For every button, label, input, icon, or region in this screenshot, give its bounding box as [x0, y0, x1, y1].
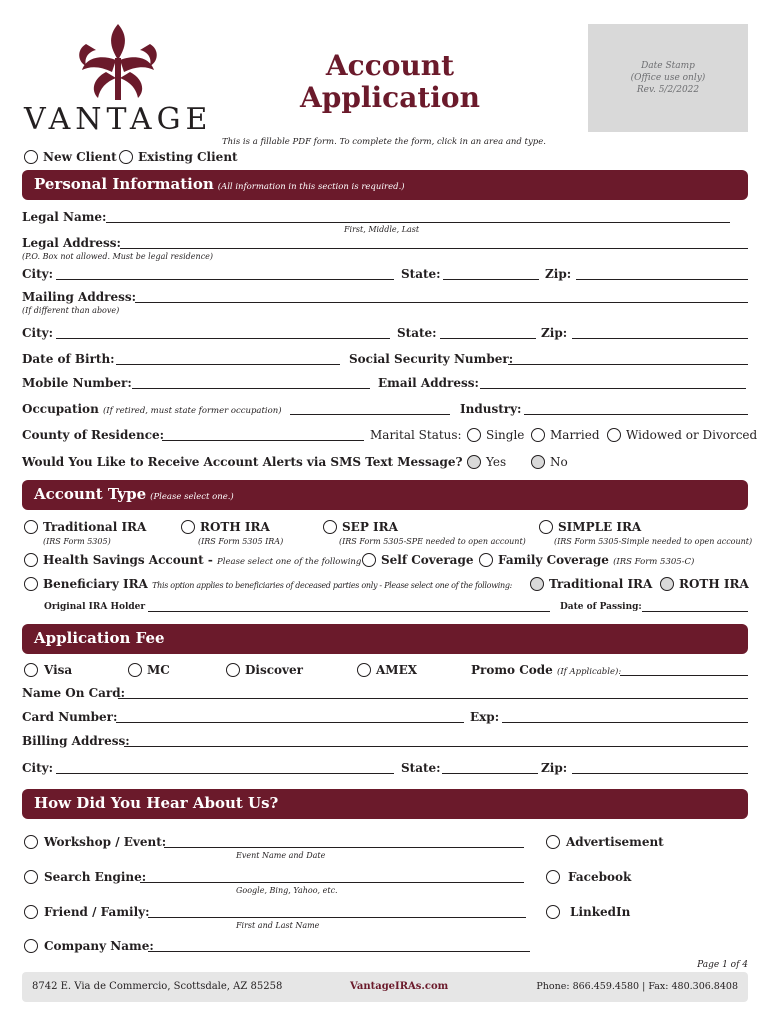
mailing-city-field[interactable]	[56, 338, 390, 339]
beneficiary-ira-label	[43, 577, 512, 591]
traditional-ira-label: Traditional IRA	[43, 520, 147, 534]
search-engine-radio[interactable]	[24, 870, 38, 884]
industry-label: Industry:	[460, 402, 522, 416]
footer-address: 8742 E. Via de Commercio, Scottsdale, AZ 85258	[32, 981, 283, 992]
sep-ira-form: (IRS Form 5305-SPE needed to open account)	[339, 537, 526, 546]
workshop-field[interactable]	[164, 847, 524, 848]
city-label: City:	[22, 267, 54, 281]
beneficiary-text: Beneficiary IRA	[43, 577, 148, 591]
mailing-city-label: City:	[22, 326, 54, 340]
roth-ira-radio[interactable]	[181, 520, 195, 534]
section-title: Account Type	[34, 485, 147, 503]
hsa-radio[interactable]	[24, 553, 38, 567]
self-coverage-label: Self Coverage	[381, 553, 474, 567]
card-number-field[interactable]	[116, 722, 464, 723]
facebook-radio[interactable]	[546, 870, 560, 884]
marital-label: Marital Status:	[370, 428, 462, 442]
zip-label: Zip:	[545, 267, 572, 281]
stamp-note: (Office use only)	[630, 73, 706, 83]
ben-traditional-radio[interactable]	[530, 577, 544, 591]
beneficiary-hint: This option applies to beneficiaries of deceased parties only - Please select one of the following:	[152, 581, 513, 590]
city-field[interactable]	[56, 279, 394, 280]
new-client-label: New Client	[43, 150, 117, 164]
legal-address-hint: (P.O. Box not allowed. Must be legal residence)	[22, 252, 214, 261]
family-coverage-label	[498, 553, 694, 567]
family-coverage-radio[interactable]	[479, 553, 493, 567]
single-radio[interactable]	[467, 428, 481, 442]
dob-label: Date of Birth:	[22, 352, 115, 366]
visa-radio[interactable]	[24, 663, 38, 677]
search-engine-field[interactable]	[140, 882, 524, 883]
discover-radio[interactable]	[226, 663, 240, 677]
name-on-card-label: Name On Card:	[22, 686, 126, 700]
account-type-header	[22, 480, 748, 510]
mailing-zip-label: Zip:	[541, 326, 568, 340]
name-on-card-field[interactable]	[118, 698, 748, 699]
sep-ira-label: SEP IRA	[342, 520, 398, 534]
legal-address-field[interactable]	[120, 248, 748, 249]
vantage-logo	[20, 20, 220, 138]
mc-label: MC	[147, 663, 170, 677]
exp-label: Exp:	[470, 710, 500, 724]
ssn-label: Social Security Number:	[349, 352, 514, 366]
billing-state-label: State:	[401, 761, 441, 775]
section-title: Application Fee	[34, 629, 165, 647]
footer-website[interactable]: VantageIRAs.com	[350, 981, 449, 992]
billing-city-label: City:	[22, 761, 54, 775]
workshop-label: Workshop / Event:	[44, 835, 167, 849]
section-subtitle: (All information in this section is required.)	[217, 182, 405, 192]
mobile-field[interactable]	[132, 388, 370, 389]
fill-instruction: This is a fillable PDF form. To complete the form, click in an area and type.	[222, 137, 546, 147]
search-engine-hint: Google, Bing, Yahoo, etc.	[236, 886, 338, 895]
widowed-label: Widowed or Divorced	[626, 428, 758, 442]
promo-hint: (If Applicable):	[557, 667, 622, 677]
referral-header	[22, 789, 748, 819]
occupation-field[interactable]	[290, 414, 450, 415]
promo-label	[471, 663, 621, 677]
company-name-field[interactable]	[148, 951, 530, 952]
legal-name-hint: First, Middle, Last	[344, 225, 420, 234]
friend-family-radio[interactable]	[24, 905, 38, 919]
email-field[interactable]	[480, 388, 746, 389]
sms-no-label: No	[550, 455, 568, 469]
self-coverage-radio[interactable]	[362, 553, 376, 567]
billing-address-field[interactable]	[124, 746, 748, 747]
friend-family-label: Friend / Family:	[44, 905, 150, 919]
mailing-address-label: Mailing Address:	[22, 290, 137, 304]
married-radio[interactable]	[531, 428, 545, 442]
mailing-hint: (If different than above)	[22, 306, 120, 315]
existing-client-label: Existing Client	[138, 150, 238, 164]
ben-traditional-label: Traditional IRA	[549, 577, 653, 591]
section-subtitle: (Please select one.)	[150, 492, 234, 502]
hsa-label	[43, 553, 361, 567]
married-label: Married	[550, 428, 600, 442]
existing-client-radio[interactable]	[119, 150, 133, 164]
date-of-passing-field[interactable]	[642, 611, 748, 612]
original-holder-field[interactable]	[148, 611, 550, 612]
hsa-text: Health Savings Account -	[43, 553, 213, 567]
billing-state-field[interactable]	[442, 773, 538, 774]
revision-date: Rev. 5/2/2022	[636, 85, 700, 95]
title-line-1: Account	[325, 49, 455, 82]
mailing-address-field[interactable]	[135, 302, 748, 303]
county-label: County of Residence:	[22, 428, 165, 442]
stamp-label: Date Stamp	[641, 61, 695, 71]
sep-ira-radio[interactable]	[323, 520, 337, 534]
mailing-state-label: State:	[397, 326, 437, 340]
county-field[interactable]	[162, 440, 364, 441]
beneficiary-ira-radio[interactable]	[24, 577, 38, 591]
roth-ira-label: ROTH IRA	[200, 520, 270, 534]
industry-field[interactable]	[524, 414, 748, 415]
mailing-zip-field[interactable]	[572, 338, 748, 339]
sms-yes-radio[interactable]	[467, 455, 481, 469]
billing-zip-label: Zip:	[541, 761, 568, 775]
form-title	[280, 50, 500, 114]
widowed-radio[interactable]	[607, 428, 621, 442]
sms-yes-label: Yes	[486, 455, 507, 469]
visa-label: Visa	[44, 663, 73, 677]
friend-family-hint: First and Last Name	[236, 921, 320, 930]
section-title: How Did You Hear About Us?	[34, 794, 279, 812]
simple-ira-label: SIMPLE IRA	[558, 520, 642, 534]
date-of-passing-label: Date of Passing:	[560, 602, 642, 612]
billing-address-label: Billing Address:	[22, 734, 130, 748]
occupation-hint: (If retired, must state former occupation)	[102, 406, 282, 416]
mc-radio[interactable]	[128, 663, 142, 677]
original-holder-label: Original IRA Holder	[44, 602, 146, 612]
zip-field[interactable]	[576, 279, 748, 280]
traditional-ira-form: (IRS Form 5305)	[43, 537, 111, 546]
title-line-2: Application	[300, 81, 480, 114]
single-label: Single	[486, 428, 525, 442]
ben-roth-label: ROTH IRA	[679, 577, 749, 591]
mobile-label: Mobile Number:	[22, 376, 132, 390]
traditional-ira-radio[interactable]	[24, 520, 38, 534]
exp-field[interactable]	[502, 722, 748, 723]
application-fee-header	[22, 624, 748, 654]
sms-no-radio[interactable]	[531, 455, 545, 469]
workshop-hint: Event Name and Date	[236, 851, 326, 860]
company-name-radio[interactable]	[24, 939, 38, 953]
personal-info-header	[22, 170, 748, 200]
new-client-radio[interactable]	[24, 150, 38, 164]
card-number-label: Card Number:	[22, 710, 118, 724]
company-name-label: Company Name:	[44, 939, 154, 953]
email-label: Email Address:	[378, 376, 479, 390]
family-coverage-text: Family Coverage	[498, 553, 609, 567]
page-number: Page 1 of 4	[697, 960, 748, 970]
sms-question: Would You Like to Receive Account Alerts via SMS Text Message?	[22, 455, 463, 469]
simple-ira-form: (IRS Form 5305-Simple needed to open account)	[554, 537, 753, 546]
dob-field[interactable]	[116, 364, 340, 365]
workshop-radio[interactable]	[24, 835, 38, 849]
billing-city-field[interactable]	[56, 773, 394, 774]
fleur-logo-icon	[20, 20, 220, 102]
amex-radio[interactable]	[357, 663, 371, 677]
roth-ira-form: (IRS Form 5305 IRA)	[198, 537, 284, 546]
discover-label: Discover	[245, 663, 303, 677]
occupation-label	[22, 402, 282, 416]
advertisement-label: Advertisement	[566, 835, 664, 849]
logo-wordmark: VANTAGE	[24, 102, 213, 137]
date-stamp-box	[588, 24, 748, 132]
footer-contact: Phone: 866.459.4580 | Fax: 480.306.8408	[536, 981, 738, 992]
footer-bar	[22, 972, 748, 1002]
linkedin-radio[interactable]	[546, 905, 560, 919]
hsa-hint: Please select one of the following	[217, 557, 362, 567]
legal-name-label: Legal Name:	[22, 210, 107, 224]
promo-field[interactable]	[620, 675, 748, 676]
occupation-text: Occupation	[22, 402, 99, 416]
search-engine-label: Search Engine:	[44, 870, 147, 884]
family-coverage-form: (IRS Form 5305-C)	[613, 557, 695, 567]
mailing-state-field[interactable]	[440, 338, 536, 339]
ssn-field[interactable]	[508, 364, 748, 365]
billing-zip-field[interactable]	[572, 773, 748, 774]
friend-family-field[interactable]	[148, 917, 526, 918]
advertisement-radio[interactable]	[546, 835, 560, 849]
promo-text: Promo Code	[471, 663, 553, 677]
legal-name-field[interactable]	[106, 222, 730, 223]
linkedin-label: LinkedIn	[570, 905, 631, 919]
section-title: Personal Information	[34, 175, 214, 193]
ben-roth-radio[interactable]	[660, 577, 674, 591]
state-field[interactable]	[443, 279, 539, 280]
state-label: State:	[401, 267, 441, 281]
amex-label: AMEX	[376, 663, 418, 677]
facebook-label: Facebook	[568, 870, 632, 884]
legal-address-label: Legal Address:	[22, 236, 121, 250]
simple-ira-radio[interactable]	[539, 520, 553, 534]
